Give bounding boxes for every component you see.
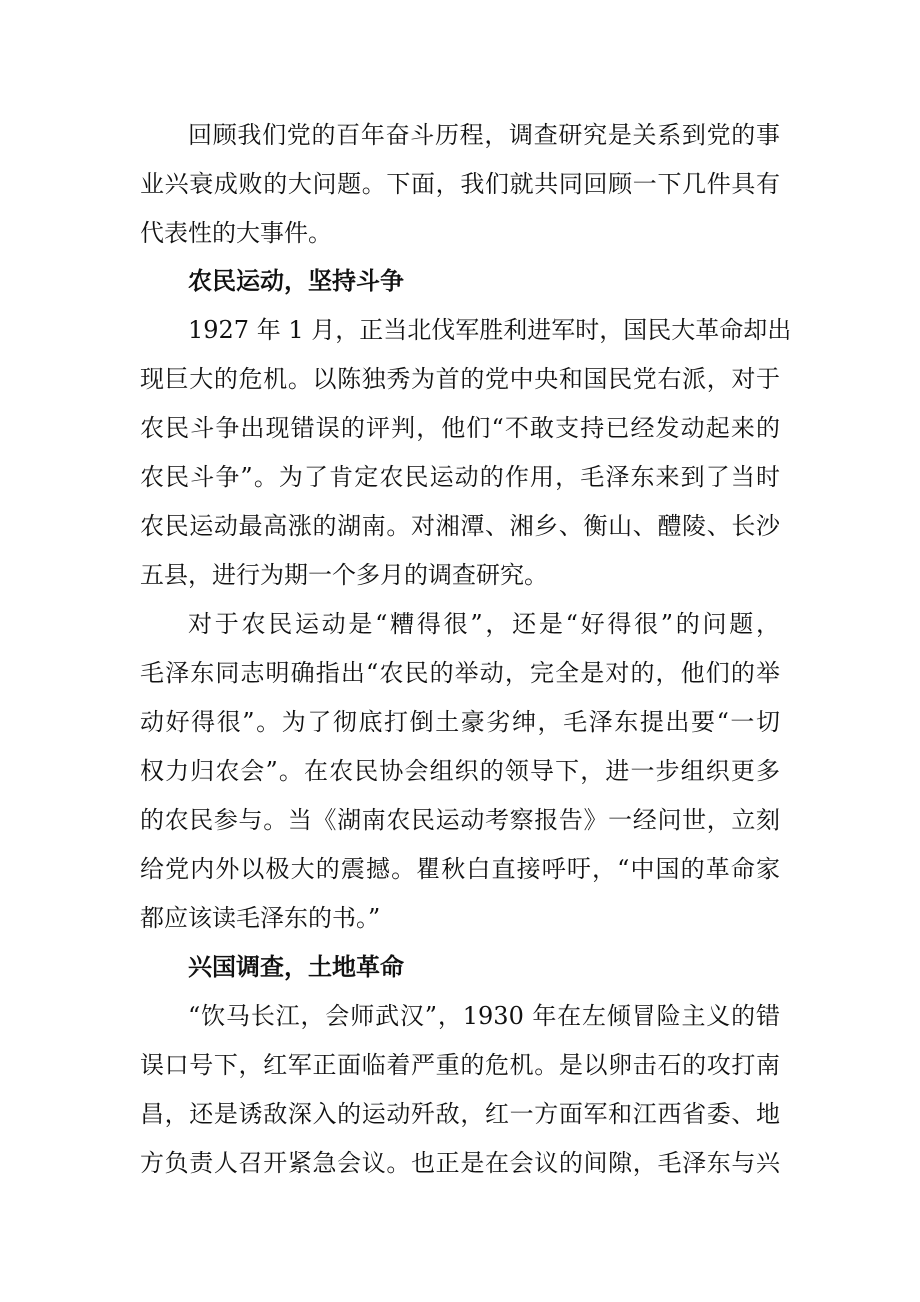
section-1-para-1-line-6: 五县，进行为期一个多月的调查研究。 — [140, 561, 548, 589]
section-1-para-2-line-4: 权力归农会”。在农民协会组织的领导下，进一步组织更多 — [140, 757, 780, 785]
section-1-para-1-line-3: 农民斗争出现错误的评判，他们“不敢支持已经发动起来的 — [140, 414, 780, 442]
section-1-para-1-line-2: 现巨大的危机。以陈独秀为首的党中央和国民党右派，对于 — [140, 365, 780, 393]
section-2-para-1-line-1: “饮马长江，会师武汉”，1930 年在左倾冒险主义的错 — [188, 1002, 780, 1030]
section-1-para-2-line-7: 都应该读毛泽东的书。” — [140, 904, 381, 932]
section-1-para-1-line-1: 1927 年 1 月，正当北伐军胜利进军时，国民大革命却出 — [188, 316, 792, 344]
intro-line-2: 业兴衰成败的大问题。下面，我们就共同回顾一下几件具有 — [140, 170, 780, 198]
section-2-para-1-line-4: 方负责人召开紧急会议。也正是在会议的间隙，毛泽东与兴 — [140, 1149, 780, 1177]
intro-line-1: 回顾我们党的百年奋斗历程，调查研究是关系到党的事 — [188, 121, 780, 149]
section-1-para-2-line-6: 给党内外以极大的震撼。瞿秋白直接呼吁，“中国的革命家 — [140, 855, 780, 883]
section-2-heading: 兴国调查，土地革命 — [188, 952, 404, 981]
section-1-para-2-line-5: 的农民参与。当《湖南农民运动考察报告》一经问世，立刻 — [140, 806, 780, 834]
section-1-para-1-line-4: 农民斗争”。为了肯定农民运动的作用，毛泽东来到了当时 — [140, 463, 780, 491]
section-1-para-1-line-5: 农民运动最高涨的湖南。对湘潭、湘乡、衡山、醴陵、长沙 — [140, 512, 780, 540]
section-2-para-1-line-3: 昌，还是诱敌深入的运动歼敌，红一方面军和江西省委、地 — [140, 1100, 780, 1128]
section-1-para-2-line-2: 毛泽东同志明确指出“农民的举动，完全是对的，他们的举 — [140, 659, 780, 687]
section-1-para-2-line-1: 对于农民运动是“糟得很”，还是“好得很”的问题， — [188, 610, 780, 638]
section-1-heading: 农民运动，坚持斗争 — [188, 266, 404, 295]
section-2-para-1-line-2: 误口号下，红军正面临着严重的危机。是以卵击石的攻打南 — [140, 1051, 780, 1079]
section-1-para-2-line-3: 动好得很”。为了彻底打倒土豪劣绅，毛泽东提出要“一切 — [140, 708, 780, 736]
intro-line-3: 代表性的大事件。 — [140, 219, 332, 247]
